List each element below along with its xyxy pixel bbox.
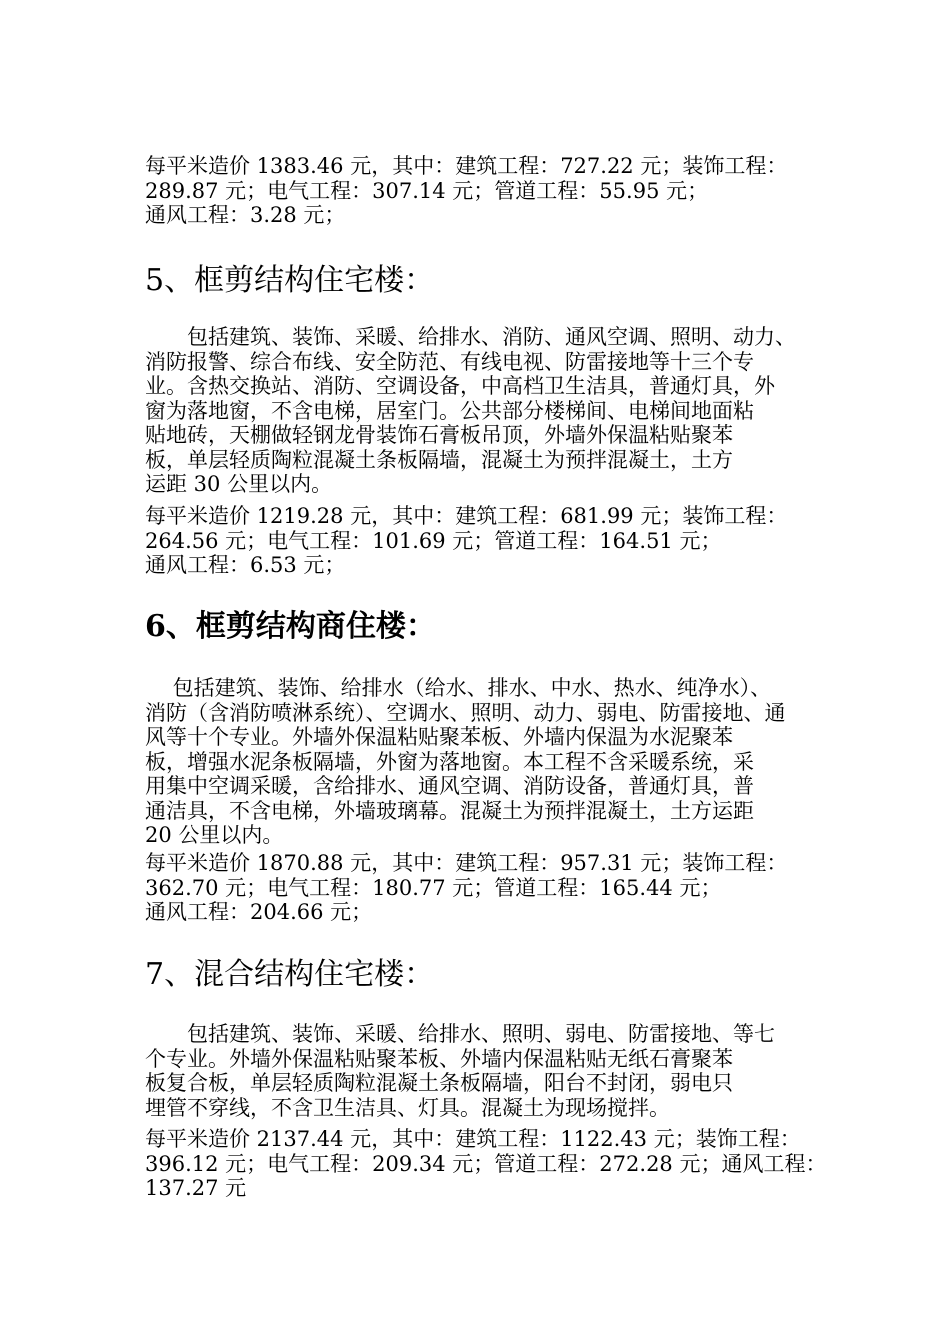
section-heading-6: 6、框剪结构商住楼： xyxy=(145,609,436,644)
description-line: 板，单层轻质陶粒混凝土条板隔墙，混凝土为预拌混凝土，土方 xyxy=(145,447,733,472)
description-line: 消防（含消防喷淋系统）、空调水、照明、动力、弱电、防雷接地、通 xyxy=(145,700,786,725)
description-line: 用集中空调采暖，含给排水、通风空调、消防设备，普通灯具，普 xyxy=(145,774,754,798)
description-line: 业。含热交换站、消防、空调设备，中高档卫生洁具，普通灯具，外 xyxy=(145,374,775,398)
cost-line: 396.12 元；电气工程：209.34 元；管道工程：272.28 元；通风工程： xyxy=(145,1151,827,1176)
cost-line: 每平米造价 2137.44 元，其中：建筑工程：1122.43 元；装饰工程： xyxy=(145,1127,801,1151)
section-description-7 xyxy=(145,1022,810,1120)
cost-summary-6 xyxy=(145,851,810,925)
description-line: 通洁具，不含电梯，外墙玻璃幕。混凝土为预拌混凝土，土方运距 xyxy=(145,798,754,823)
cost-summary-7 xyxy=(145,1127,827,1201)
section-heading-7: 7、混合结构住宅楼： xyxy=(145,957,435,992)
description-line: 包括建筑、装饰、采暖、给排水、照明、弱电、防雷接地、等七 xyxy=(145,1022,775,1046)
description-line: 运距 30 公里以内。 xyxy=(145,472,333,496)
cost-line: 通风工程：204.66 元； xyxy=(145,900,373,924)
description-line: 20 公里以内。 xyxy=(145,823,284,847)
section-description-6 xyxy=(145,676,810,848)
cost-summary-5 xyxy=(145,504,810,578)
cost-line: 每平米造价 1219.28 元，其中：建筑工程：681.99 元；装饰工程： xyxy=(145,504,788,528)
cost-line: 362.70 元；电气工程：180.77 元；管道工程：165.44 元； xyxy=(145,875,722,900)
description-line: 消防报警、综合布线、安全防范、有线电视、防雷接地等十三个专 xyxy=(145,349,754,374)
cost-line: 每平米造价 1870.88 元，其中：建筑工程：957.31 元；装饰工程： xyxy=(145,851,788,875)
cost-summary-4 xyxy=(145,154,810,228)
description-line: 包括建筑、装饰、采暖、给排水、消防、通风空调、照明、动力、 xyxy=(145,325,796,349)
description-line: 风等十个专业。外墙外保温粘贴聚苯板、外墙内保温为水泥聚苯 xyxy=(145,725,733,749)
description-line: 窗为落地窗，不含电梯，居室门。公共部分楼梯间、电梯间地面粘 xyxy=(145,398,754,423)
description-line: 埋管不穿线，不含卫生洁具、灯具。混凝土为现场搅拌。 xyxy=(145,1095,670,1120)
description-line: 个专业。外墙外保温粘贴聚苯板、外墙内保温粘贴无纸石膏聚苯 xyxy=(145,1046,733,1071)
description-line: 包括建筑、装饰、给排水（给水、排水、中水、热水、纯净水）、 xyxy=(145,676,772,700)
cost-line: 264.56 元；电气工程：101.69 元；管道工程：164.51 元； xyxy=(145,528,722,553)
description-line: 板，增强水泥条板隔墙，外窗为落地窗。本工程不含采暖系统，采 xyxy=(145,749,754,774)
cost-line: 通风工程：3.28 元； xyxy=(145,203,346,227)
section-description-5 xyxy=(145,325,810,497)
cost-line: 137.27 元 xyxy=(145,1176,247,1200)
description-line: 板复合板，单层轻质陶粒混凝土条板隔墙，阳台不封闭，弱电只 xyxy=(145,1071,733,1095)
section-heading-5: 5、框剪结构住宅楼： xyxy=(145,263,435,298)
cost-line: 每平米造价 1383.46 元，其中：建筑工程：727.22 元；装饰工程： xyxy=(145,154,788,178)
cost-line: 289.87 元；电气工程：307.14 元；管道工程：55.95 元； xyxy=(145,178,709,203)
description-line: 贴地砖，天棚做轻钢龙骨装饰石膏板吊顶，外墙外保温粘贴聚苯 xyxy=(145,423,733,447)
cost-line: 通风工程：6.53 元； xyxy=(145,553,346,577)
